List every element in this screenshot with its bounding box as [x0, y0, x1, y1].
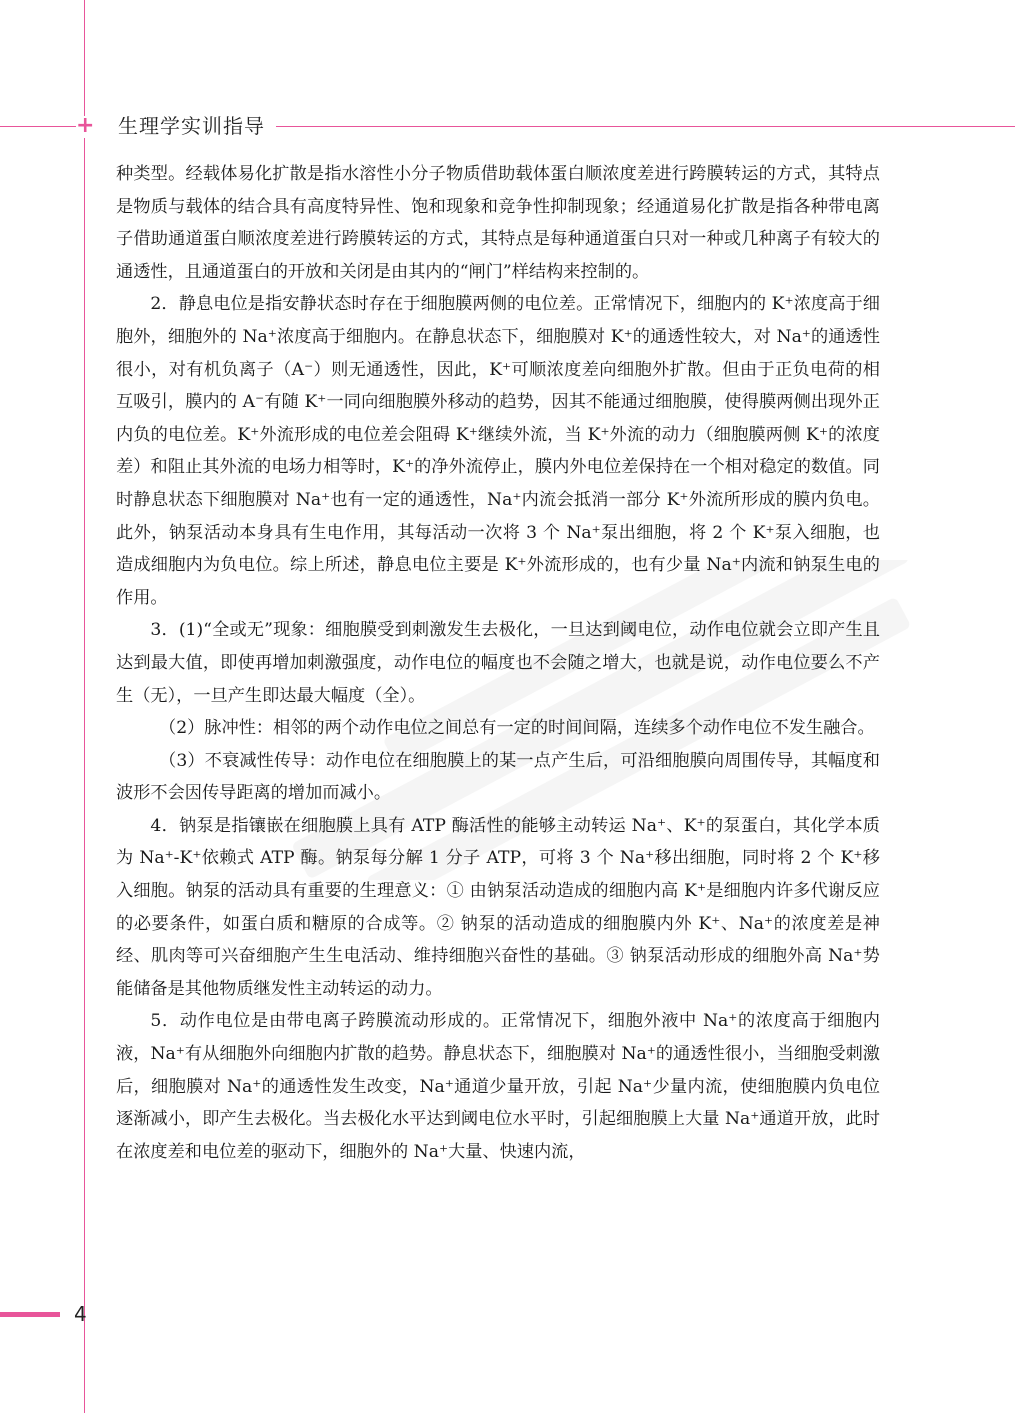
page-number: 4 [74, 1302, 87, 1326]
margin-vertical-line [84, 0, 85, 1413]
paragraph-sodium-pump: 4．钠泵是指镶嵌在细胞膜上具有 ATP 酶活性的能够主动转运 Na⁺、K⁺的泵蛋白，其化学本质为 Na⁺-K⁺依赖式 ATP 酶。钠泵每分解 1 分子 ATP，可将 3 个 Na⁺移出细胞，同时将 2 个 K⁺移入细胞。钠泵的活动具有重要的生理意义：① 由钠泵活动造成的细胞内高 K⁺是细胞内许多代谢反应的必要条件，如蛋白质和糖原的合成等。② 钠泵的活动造成的细胞膜内外 K⁺、Na⁺的浓度差是神经、肌肉等可兴奋细胞产生生电活动、维持细胞兴奋性的基础。③ 钠泵活动形成的细胞外高 Na⁺势能储备是其他物质继发性主动转运的动力。 [116, 815, 880, 999]
paragraph-action-potential: 5．动作电位是由带电离子跨膜流动形成的。正常情况下，细胞外液中 Na⁺的浓度高于细胞内液，Na⁺有从细胞外向细胞内扩散的趋势。静息状态下，细胞膜对 Na⁺的通透性很小，当细胞受刺激后，细胞膜对 Na⁺的通透性发生改变，Na⁺通道少量开放，引起 Na⁺少量内流，使细胞膜内负电位逐渐减小，即产生去极化。当去极化水平达到阈电位水平时，引起细胞膜上大量 Na⁺通道开放，此时在浓度差和电位差的驱动下，细胞外的 Na⁺大量、快速内流， [116, 1011, 880, 1162]
body-text [116, 158, 880, 1168]
paragraph-resting-potential: 2．静息电位是指安静状态时存在于细胞膜两侧的电位差。正常情况下，细胞内的 K⁺浓度高于细胞外，细胞外的 Na⁺浓度高于细胞内。在静息状态下，细胞膜对 K⁺的通透性较大，对 Na⁺的通透性很小，对有机负离子（A⁻）则无通透性，因此，K⁺可顺浓度差向细胞外扩散。但由于正负电荷的相互吸引，膜内的 A⁻有随 K⁺一同向细胞膜外移动的趋势，因其不能通过细胞膜，使得膜两侧出现外正内负的电位差。K⁺外流形成的电位差会阻碍 K⁺继续外流，当 K⁺外流的动力（细胞膜两侧 K⁺的浓度差）和阻止其外流的电场力相等时，K⁺的净外流停止，膜内外电位差保持在一个相对稳定的数值。同时静息状态下细胞膜对 Na⁺也有一定的通透性，Na⁺内流会抵消一部分 K⁺外流所形成的膜内负电。此外，钠泵活动本身具有生电作用，其每活动一次将 3 个 Na⁺泵出细胞，将 2 个 K⁺泵入细胞，也造成细胞内为负电位。综上所述，静息电位主要是 K⁺外流形成的，也有少量 Na⁺内流和钠泵生电的作用。 [116, 294, 880, 608]
footer-accent-bar [0, 1312, 60, 1317]
paragraph-all-or-none: 3．(1)“全或无”现象：细胞膜受到刺激发生去极化，一旦达到阈电位，动作电位就会立即产生且达到最大值，即使再增加刺激强度，动作电位的幅度也不会随之增大，也就是说，动作电位要么不产生（无），一旦产生即达最大幅度（全）。 [116, 620, 880, 706]
paragraph-non-decremental: （3）不衰减性传导：动作电位在细胞膜上的某一点产生后，可沿细胞膜向周围传导，其幅度和波形不会因传导距离的增加而减小。 [116, 750, 880, 804]
plus-crosshair-icon: + [76, 113, 95, 138]
paragraph-pulse: （2）脉冲性：相邻的两个动作电位之间总有一定的时间间隔，连续多个动作电位不发生融合。 [159, 718, 875, 739]
paragraph-continued: 种类型。经载体易化扩散是指水溶性小分子物质借助载体蛋白顺浓度差进行跨膜转运的方式，其特点是物质与载体的结合具有高度特异性、饱和现象和竞争性抑制现象；经通道易化扩散是指各种带电离子借助通道蛋白顺浓度差进行跨膜转运的方式，其特点是每种通道蛋白只对一种或几种离子有较大的通透性，且通道蛋白的开放和关闭是由其内的“闸门”样结构来控制的。 [116, 164, 880, 282]
running-header-title: 生理学实训指导 [118, 114, 265, 138]
